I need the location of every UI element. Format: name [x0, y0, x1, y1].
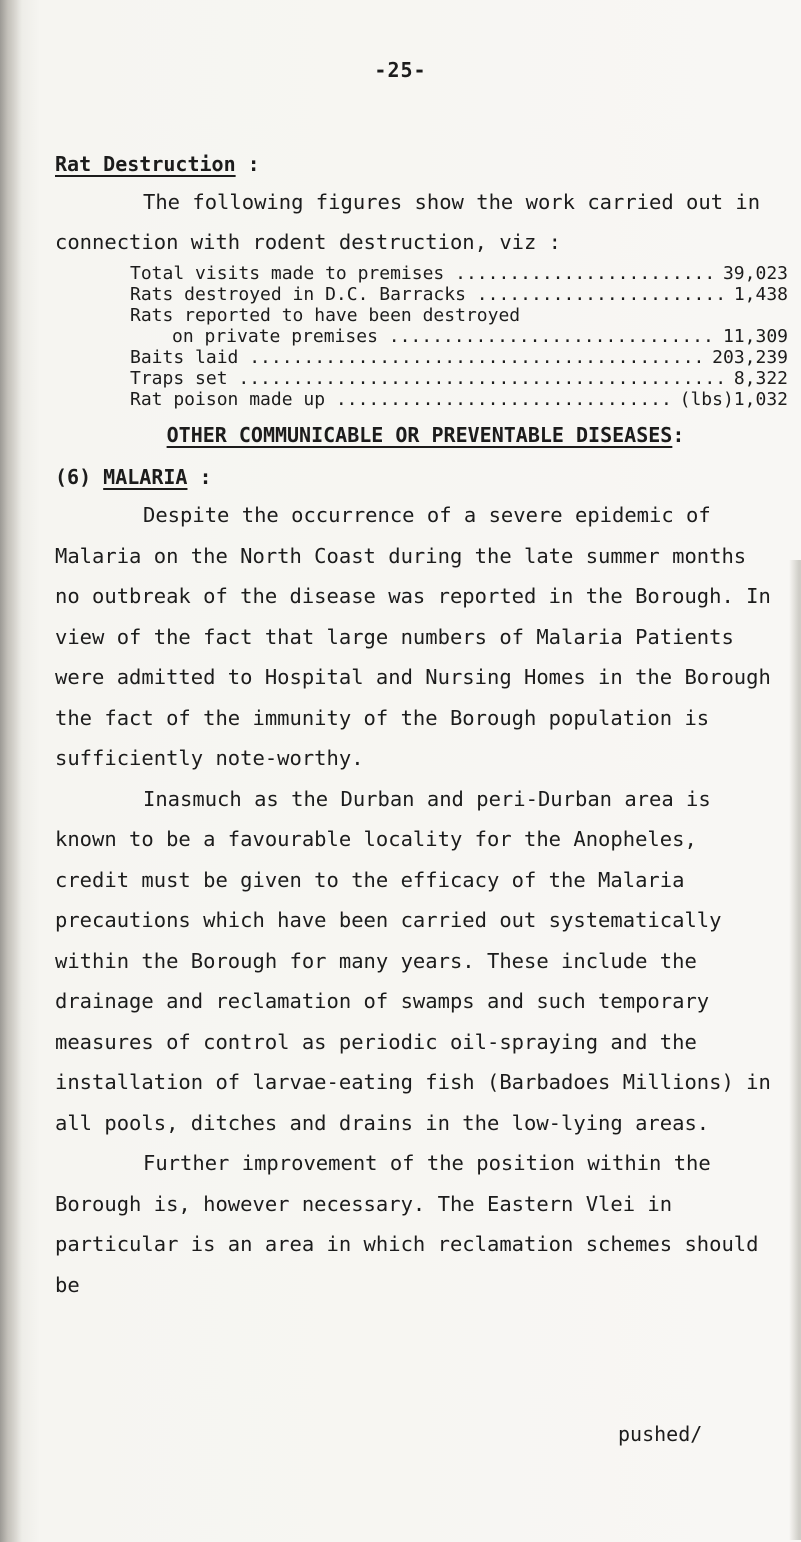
rat-destruction-heading — [55, 152, 260, 176]
figure-label: Rats destroyed in D.C. Barracks ..... — [130, 284, 728, 305]
malaria-body — [55, 495, 780, 1305]
figure-value: 39,023 — [722, 263, 788, 284]
figure-row — [130, 326, 788, 347]
rat-destruction-intro-text: The following figures show the work carried out in connection with rodent destruction, viz : — [55, 190, 761, 254]
catchword: pushed/ — [618, 1422, 703, 1446]
rat-destruction-heading-suffix: : — [235, 152, 260, 176]
malaria-paragraph-1: Despite the occurrence of a severe epidemic of Malaria on the North Coast during the late summer months no outbreak of the disease was reported in the Borough. In view of the fact that large numbers of Malaria Patients were admitted to Hospital and Nursing Homes in the Borough the fact of the immunity of the Borough population is sufficiently note-worthy. — [55, 503, 771, 770]
diseases-section-title — [0, 423, 801, 447]
rodent-figures-table — [130, 263, 788, 410]
figure-row — [130, 347, 788, 368]
diseases-section-title-suffix: : — [672, 423, 685, 447]
malaria-subheading-name: MALARIA — [103, 465, 188, 489]
scan-right-edge — [789, 560, 801, 1540]
malaria-subheading-suffix: : — [187, 465, 212, 489]
figure-label: Baits laid ..... — [130, 347, 706, 368]
figure-label: on private premises ..... — [130, 326, 717, 347]
malaria-subheading-number: (6) — [55, 465, 92, 489]
figure-value: 11,309 — [722, 326, 788, 347]
figure-value: 1,438 — [733, 284, 788, 305]
figure-row — [130, 284, 788, 305]
malaria-subheading — [55, 465, 212, 489]
page-number: -25- — [374, 58, 427, 82]
figure-row — [130, 305, 788, 326]
figure-label: Total visits made to premises ..... — [130, 263, 717, 284]
figure-value: (lbs)1,032 — [679, 389, 788, 410]
rat-destruction-heading-text: Rat Destruction — [55, 152, 236, 176]
rat-destruction-intro — [55, 182, 775, 262]
figure-value: 8,322 — [733, 368, 788, 389]
scan-left-edge — [0, 0, 22, 1542]
figure-label: Rats reported to have been destroyed — [130, 305, 521, 326]
malaria-paragraph-2: Inasmuch as the Durban and peri-Durban area is known to be a favourable locality for the Anopheles, credit must be given to the efficacy of the Malaria precautions which have been carried out systematically within the Borough for many years. These include the drainage and reclamation of swamps and such temporary measures of control as periodic oil-spraying and the installation of larvae-eating fish (Barbadoes Millions) in all pools, ditches and drains in the low-lying areas. — [55, 786, 771, 1135]
figure-row — [130, 389, 788, 410]
figure-label: Rat poison made up ..... — [130, 389, 674, 410]
figure-row — [130, 263, 788, 284]
figure-value: 203,239 — [712, 347, 788, 368]
diseases-section-title-text: OTHER COMMUNICABLE OR PREVENTABLE DISEASES — [166, 423, 673, 447]
malaria-paragraph-3: Further improvement of the position within the Borough is, however necessary. The Eastern Vlei in particular is an area in which reclamation schemes should be — [55, 1151, 759, 1297]
figure-label: Traps set ..... — [130, 368, 728, 389]
figure-row — [130, 368, 788, 389]
